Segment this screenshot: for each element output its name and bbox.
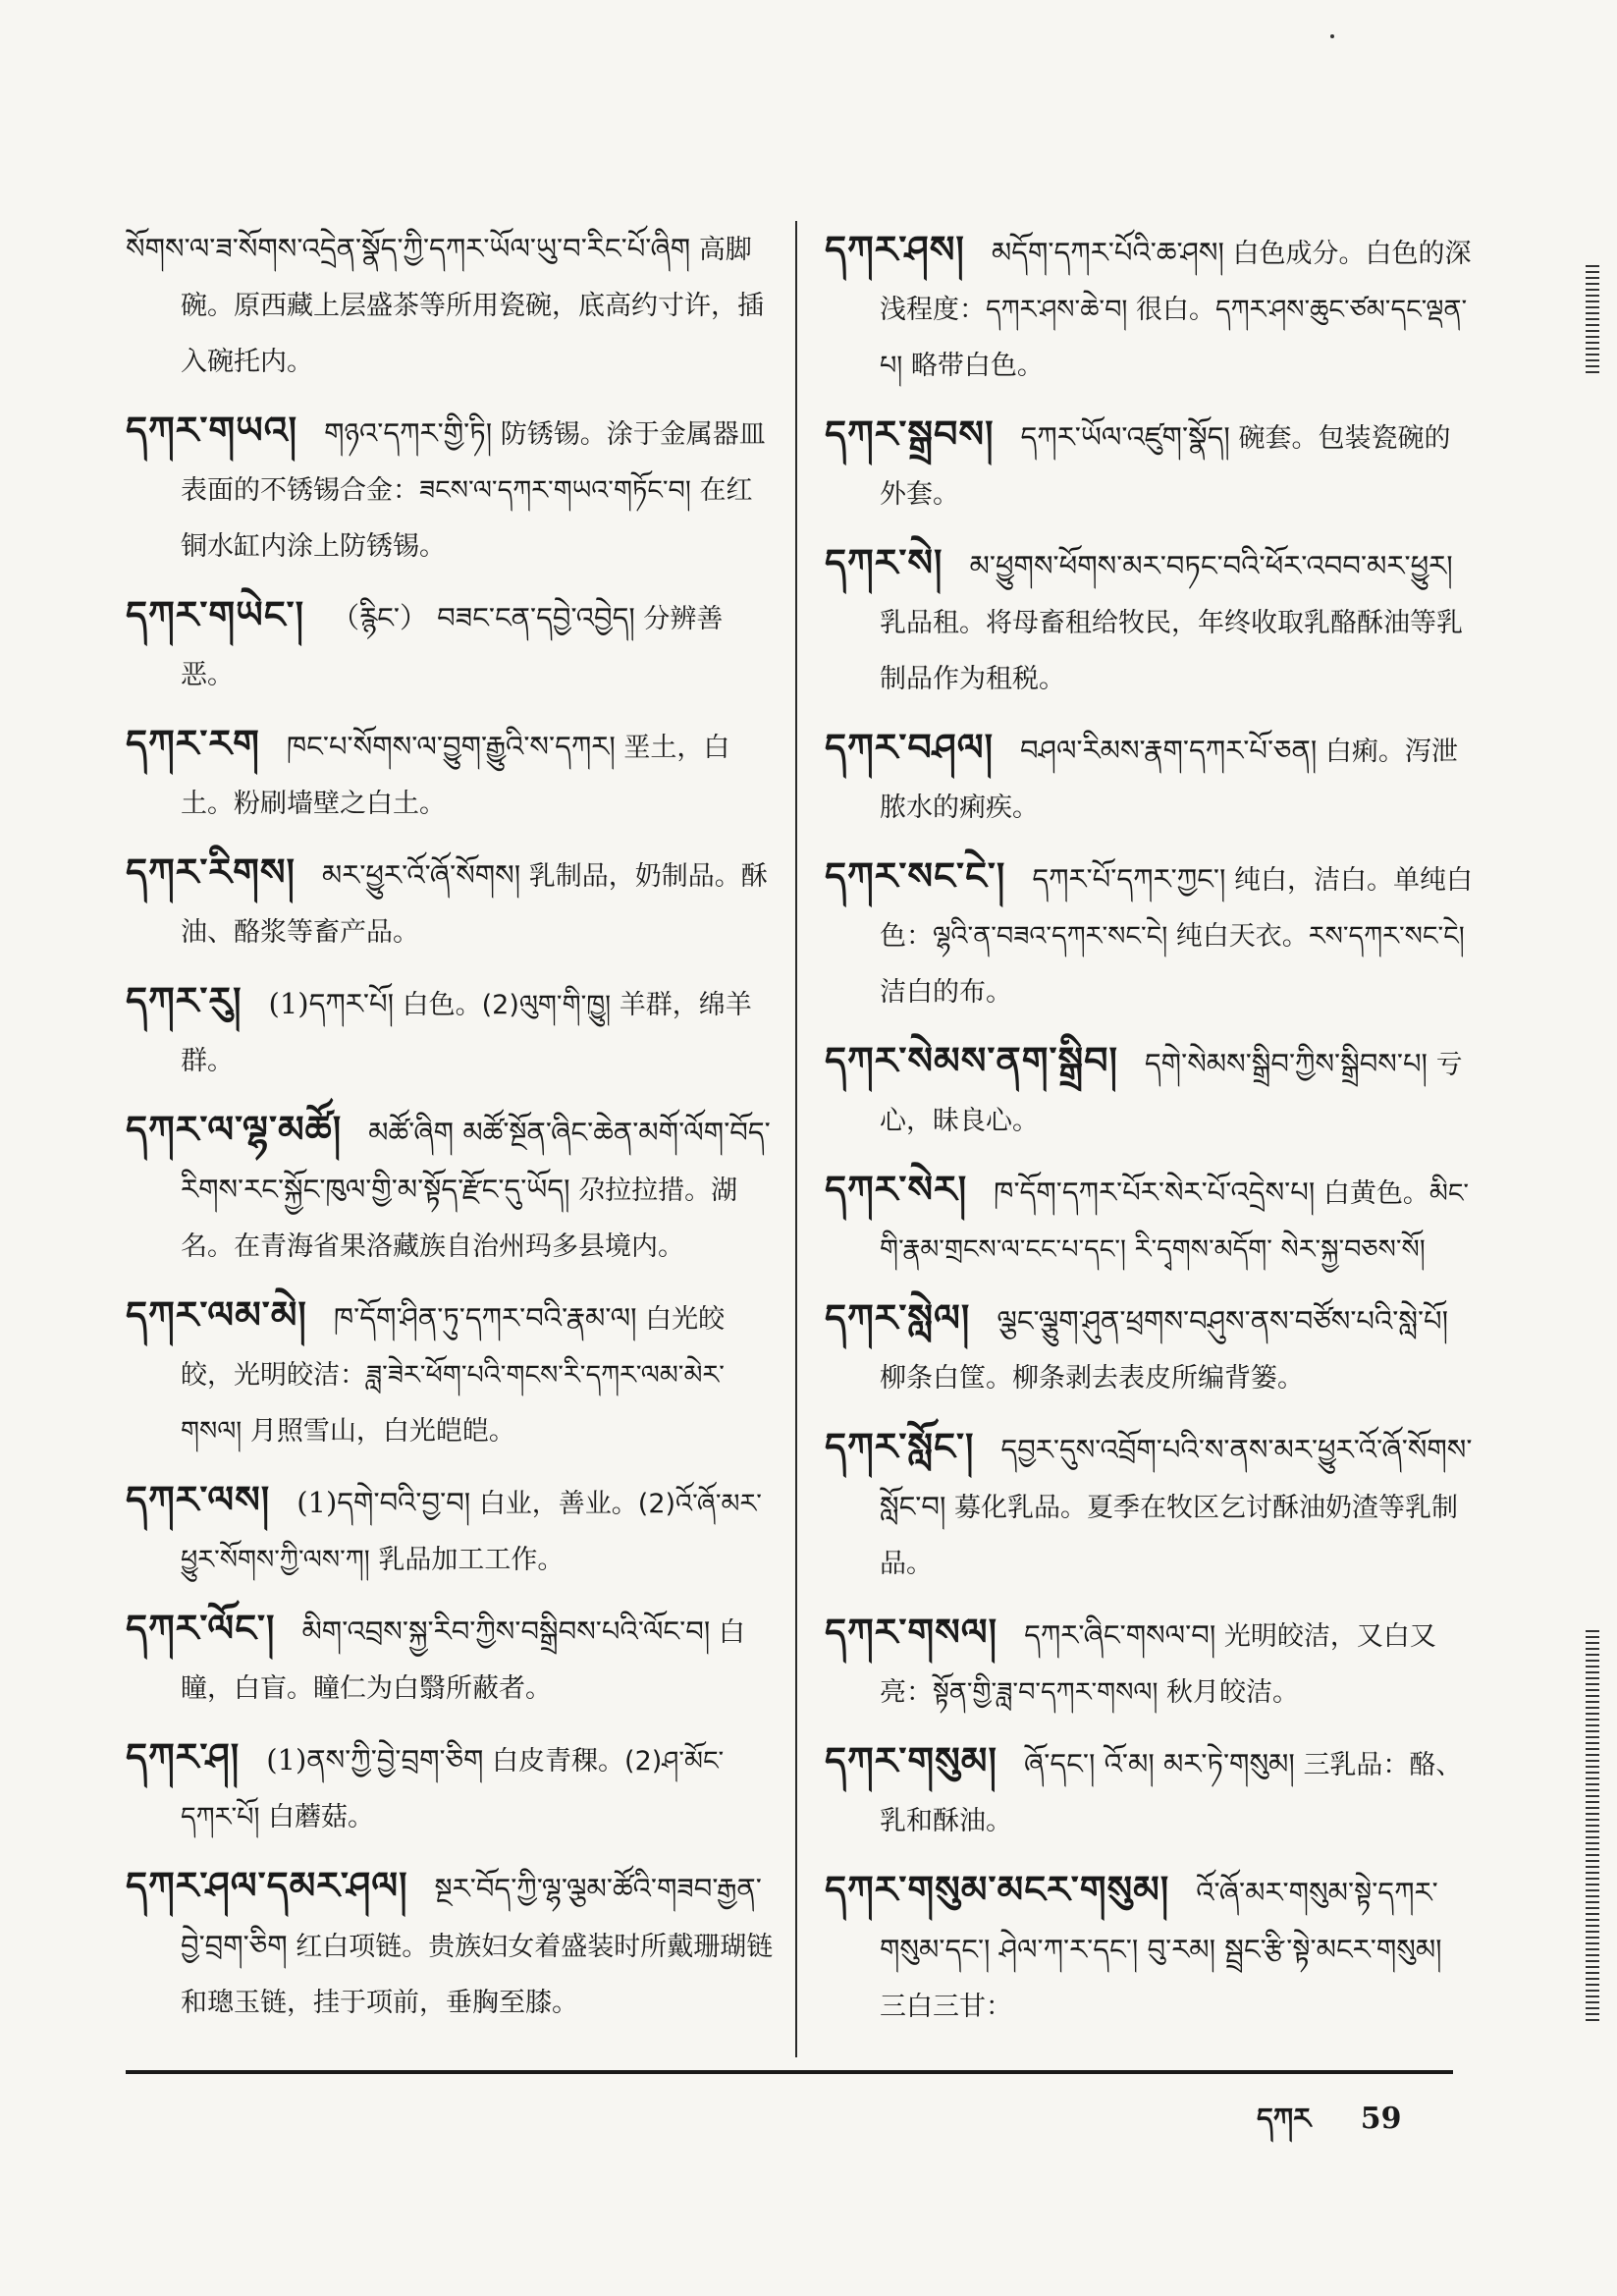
headword: དཀར་སེམས་ནག་སྒྲིབ། — [825, 1038, 1118, 1082]
tibetan-definition: མ་ཕྱུགས་ཕོགས་མར་བཏང་བའི་ཕོར་འབབ་མར་ཕྱུར། — [969, 549, 1453, 582]
chinese-definition: 白皮青稞。(2)ཤ་མོང་དཀར་པོ། 白蘑菇。 — [181, 1746, 725, 1832]
dictionary-entry — [825, 1161, 1473, 1278]
dictionary-entry — [126, 1101, 776, 1275]
dictionary-entry — [126, 1600, 776, 1717]
dictionary-entry — [825, 719, 1473, 836]
headword: དཀར་ཤས། — [825, 227, 965, 271]
chinese-definition: 亏心，昧良心。 — [880, 1050, 1463, 1136]
margin-mark — [1586, 265, 1599, 373]
tibetan-definition: མིག་འབྲས་སྐྱ་རིབ་ཀྱིས་བསྒྲིབས་པའི་ལོང་བ། — [301, 1614, 711, 1648]
dictionary-entry — [126, 402, 776, 574]
tibetan-definition: འོ་ཞོ་མར་གསུམ་སྟེ་དཀར་གསུམ་དང་། ཤེལ་ཀ་ར་དང་། བུ་རམ། སྦྲང་རྩི་སྟེ་མངར་གསུམ། — [880, 1876, 1442, 1966]
dictionary-entry — [126, 221, 776, 390]
bottom-rule — [126, 2070, 1453, 2074]
dictionary-entry — [126, 586, 776, 703]
headword: དཀར་སེ། — [825, 540, 943, 584]
chinese-definition: 白业，善业。(2)འོ་ཞོ་མར་ཕྱུར་སོགས་ཀྱི་ལས་ཀ། 乳品加工工作。 — [181, 1489, 762, 1575]
dictionary-entry — [825, 1289, 1473, 1406]
chinese-definition: 白瞳，白盲。瞳仁为白翳所蔽者。 — [181, 1617, 745, 1704]
chinese-definition: 垩土，白土。粉刷墙壁之白土。 — [181, 733, 730, 819]
headword: དཀར་གསུམ། — [825, 1738, 997, 1782]
chinese-definition: 碗套。包装瓷碗的外套。 — [880, 423, 1451, 510]
dictionary-entry — [825, 1032, 1473, 1149]
chinese-definition: 三乳品：酪、乳和酥油。 — [880, 1750, 1463, 1836]
running-head: དཀར — [1257, 2102, 1312, 2135]
headword: དཀར་གཡའ། — [126, 408, 298, 452]
chinese-definition: 柳条白筐。柳条剥去表皮所编背篓。 — [880, 1363, 1304, 1394]
tibetan-definition: གཉའ་དཀར་གྱི་ཏི། — [324, 416, 493, 450]
dictionary-entry — [825, 406, 1473, 522]
headword: དཀར་གསུམ་མངར་གསུམ། — [825, 1867, 1170, 1911]
tibetan-definition: (1)དགེ་བའི་བྱ་བ། — [296, 1486, 471, 1519]
tibetan-definition: ཞོ་དང་། འོ་མ། མར་ཏེ་གསུམ། — [1023, 1747, 1295, 1780]
chinese-definition: 分辨善恶。 — [181, 604, 724, 690]
chinese-definition: 纯白，洁白。单纯白色：ལྷའི་ན་བཟའ་དཀར་སང་ངེ། 纯白天衣。རས་དཀར་སང་ངེ། 洁白的布。 — [880, 865, 1473, 1008]
column-divider — [795, 221, 797, 2057]
tibetan-definition: དཀར་ཞིང་གསལ་བ། — [1024, 1618, 1216, 1652]
tibetan-definition: དཀར་པོ་དཀར་ཀྱང་། — [1032, 862, 1226, 896]
tibetan-definition: ཁ་དོག་དཀར་པོར་སེར་པོ་འདྲེས་པ། — [994, 1175, 1316, 1209]
dictionary-entry — [126, 1857, 776, 2031]
headword: དཀར་བཤལ། — [825, 725, 995, 769]
tibetan-definition: སྔར་བོད་ཀྱི་ལྷ་ལྕམ་ཚོའི་གཟབ་རྒྱན་བྱེ་བྲག་ཅིག — [181, 1872, 762, 1962]
headword: དཀར་ལོང་། — [126, 1606, 276, 1650]
headword: དཀར་ཤ། — [126, 1734, 241, 1778]
dictionary-entry — [825, 847, 1473, 1020]
dictionary-entry — [825, 1861, 1473, 2035]
page-number: 59 — [1360, 2102, 1402, 2136]
dictionary-entry — [126, 844, 776, 960]
headword: དཀར་སེར། — [825, 1167, 968, 1211]
dictionary-entry — [126, 1286, 776, 1459]
headword: དཀར་སྒྲབས། — [825, 411, 995, 456]
dictionary-entry — [126, 1471, 776, 1588]
chinese-definition: 红白项链。贵族妇女着盛装时所戴珊瑚链和璁玉链，挂于项前，垂胸至膝。 — [181, 1932, 774, 2018]
headword: དཀར་རག — [126, 721, 260, 765]
page-footer — [1257, 2087, 1440, 2167]
tibetan-definition: མར་ཕྱུར་འོ་ཞོ་སོགས། — [321, 858, 521, 892]
right-column — [825, 221, 1473, 2047]
dictionary-entry — [825, 1604, 1473, 1721]
dictionary-entry — [825, 1732, 1473, 1849]
tibetan-definition: དཀར་ཡོལ་འཛུག་སྣོད། — [1020, 420, 1230, 454]
dictionary-entry — [126, 972, 776, 1089]
headword: དཀར་གསལ། — [825, 1610, 998, 1654]
tibetan-definition: བཤལ་རིམས་རྣག་དཀར་པོ་ཅན། — [1020, 734, 1318, 767]
headword: དཀར་གཡེང་། — [126, 592, 305, 636]
headword: དཀར་སློང་། — [825, 1424, 975, 1468]
left-column — [126, 221, 776, 2043]
chinese-definition: 乳制品，奶制品。酥油、酪浆等畜产品。 — [181, 861, 768, 948]
dictionary-entry — [126, 715, 776, 832]
headword: དཀར་ལམ་མེ། — [126, 1292, 307, 1337]
tibetan-definition: སོགས་ལ་ཟ་སོགས་འདྲེན་སྣོད་ཀྱི་དཀར་ཡོལ་ཡུ་བ་རིང་པོ་ཞིག — [126, 232, 691, 265]
tibetan-definition: མཚོ་ཞིག མཚོ་སྔོན་ཞིང་ཆེན་མགོ་ལོག་བོད་རིགས་རང་སྐྱོང་ཁུལ་གྱི་མ་སྟོད་རྫོང་དུ་ཡོད། — [181, 1116, 771, 1206]
chinese-definition: 白色成分。白色的深浅程度：དཀར་ཤས་ཆེ་བ། 很白。དཀར་ཤས་ཆུང་ཙམ་དང་ལྡན་པ། 略带白色。 — [880, 239, 1472, 381]
tibetan-definition: ཁ་དོག་ཤིན་ཏུ་དཀར་བའི་རྣམ་ལ། — [333, 1301, 637, 1335]
chinese-definition: 光明皎洁，又白又亮：སྟོན་གྱི་ཟླ་བ་དཀར་གསལ། 秋月皎洁。 — [880, 1621, 1436, 1708]
chinese-definition: 乳品租。将母畜租给牧民，年终收取乳酪酥油等乳制品作为租税。 — [880, 608, 1463, 694]
chinese-definition: 白色。(2)ལུག་གི་ཁྱུ། 羊群，绵羊群。 — [181, 990, 752, 1076]
chinese-definition: 三白三甘： — [880, 1992, 1012, 2022]
chinese-definition: 尕拉拉措。湖名。在青海省果洛藏族自治州玛多县境内。 — [181, 1175, 738, 1262]
dictionary-entry — [825, 534, 1473, 707]
tibetan-definition: (1)དཀར་པོ། — [268, 987, 395, 1020]
chinese-definition: 白痢。泻泄脓水的痢疾。 — [880, 737, 1458, 823]
headword: དཀར་སླེལ། — [825, 1295, 971, 1339]
headword: དཀར་ལས། — [126, 1477, 271, 1521]
chinese-definition: 高脚碗。原西藏上层盛茶等所用瓷碗，底高约寸许，插入碗托内。 — [181, 235, 764, 377]
tibetan-definition: དགེ་སེམས་སྒྲིབ་ཀྱིས་སྒྲིབས་པ། — [1144, 1047, 1428, 1080]
headword: དཀར་ལ་ལྷ་མཚོ། — [126, 1107, 343, 1151]
dictionary-entry — [825, 1418, 1473, 1592]
tibetan-definition: མདོག་དཀར་པོའི་ཆ་ཤས། — [991, 236, 1224, 269]
headword: དཀར་རུ། — [126, 978, 243, 1022]
chinese-definition: 募化乳品。夏季在牧区乞讨酥油奶渣等乳制品。 — [880, 1493, 1459, 1579]
dictionary-entry — [825, 221, 1473, 394]
tibetan-definition: （རྙིང་） བཟང་ངན་དབྱེ་འབྱེད། — [331, 601, 635, 634]
chinese-definition: 白黄色。མིང་གི་རྣམ་གྲངས་ལ་ངང་པ་དང་། རི་དྭགས་མདོག་ སེར་སྐྱ་བཅས་སོ། — [880, 1178, 1470, 1265]
headword: དཀར་རིགས། — [126, 849, 296, 894]
scan-speck — [1330, 34, 1334, 38]
headword: དཀར་སང་ངེ་། — [825, 853, 1006, 898]
chinese-definition: 白光皎皎，光明皎洁：ཟླ་ཟེར་ཕོག་པའི་གངས་རི་དཀར་ལམ་མེར་གསལ། 月照雪山，白光皑皑。 — [181, 1304, 726, 1447]
headword: དཀར་ཤལ་དམར་ཤལ། — [126, 1863, 408, 1907]
tibetan-definition: ཁང་པ་སོགས་ལ་བྱུག་རྒྱུའི་ས་དཀར། — [286, 730, 616, 763]
tibetan-definition: (1)ནས་ཀྱི་བྱེ་བྲག་ཅིག — [266, 1743, 484, 1777]
tibetan-definition: ལྕང་ལྕུག་ཤུན་ཕྲགས་བཤུས་ནས་བཙོས་པའི་སླེ་པོ། — [997, 1304, 1449, 1338]
tibetan-definition: དབྱར་དུས་འབྲོག་པའི་ས་ནས་མར་ཕྱུར་འོ་ཞོ་སོགས་སློང་བ། — [880, 1433, 1473, 1523]
chinese-definition: 防锈锡。涂于金属器皿表面的不锈锡合金：ཟངས་ལ་དཀར་གཡའ་གཏོང་བ། 在红铜水缸内涂上防锈锡。 — [181, 419, 766, 562]
dictionary-entry — [126, 1728, 776, 1845]
margin-mark — [1586, 1630, 1599, 2023]
